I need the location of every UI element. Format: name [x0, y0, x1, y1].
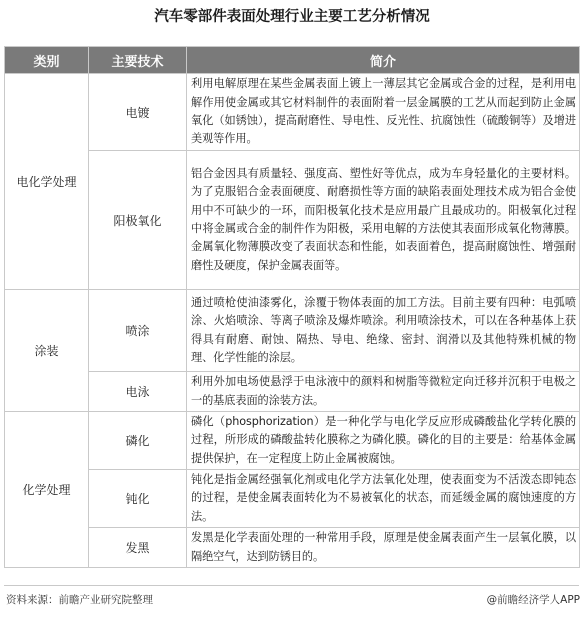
technology-cell: 电泳	[89, 372, 187, 412]
table-row	[5, 470, 580, 528]
table-row	[5, 151, 580, 290]
description-cell: 铝合金因具有质量轻、强度高、塑性好等优点，成为车身轻量化的主要材料。为了克服铝合金表面硬度、耐磨损性等方面的缺陷表面处理技术成为铝合金使用中不可缺少的一环，而阳极氧化技术是应用最广且最成功的。阳极氧化过程中将金属或合金的制件作为阳极，采用电解的方法使其表面形成氧化物薄膜。金属氧化物薄膜改变了表面状态和性能，如表面着色，提高耐腐蚀性、增强耐磨性及硬度，保护金属表面等。	[187, 151, 580, 290]
footer	[4, 591, 580, 609]
description-cell: 磷化（phosphorization）是一种化学与电化学反应形成磷酸盐化学转化膜的过程，所形成的磷酸盐转化膜称之为磷化膜。磷化的目的主要是：给基体金属提供保护，在一定程度上防止金属被腐蚀。	[187, 412, 580, 470]
footer-divider	[4, 585, 579, 586]
category-cell: 化学处理	[5, 412, 89, 568]
table-row	[5, 372, 580, 412]
category-cell: 涂装	[5, 290, 89, 412]
technology-cell: 电镀	[89, 74, 187, 151]
table-row	[5, 74, 580, 151]
description-cell: 通过喷枪使油漆雾化，涂覆于物体表面的加工方法。目前主要有四种：电弧喷涂、火焰喷涂、等离子喷涂及爆炸喷涂。利用喷涂技术，可以在各种基体上获得具有耐磨、耐蚀、隔热、导电、绝缘、密封、润滑以及其他特殊机械的物理、化学性能的涂层。	[187, 290, 580, 372]
description-cell: 钝化是指金属经强氧化剂或电化学方法氧化处理，使表面变为不活泼态即钝态的过程，是使金属表面转化为不易被氧化的状态，而延缓金属的腐蚀速度的方法。	[187, 470, 580, 528]
header-technology: 主要技术	[89, 47, 187, 74]
technology-cell: 磷化	[89, 412, 187, 470]
table-row	[5, 528, 580, 568]
technology-cell: 发黑	[89, 528, 187, 568]
source-note: 资料来源：前瞻产业研究院整理	[6, 594, 153, 606]
table-header-row	[5, 47, 580, 74]
description-cell: 发黑是化学表面处理的一种常用手段，原理是使金属表面产生一层氧化膜，以隔绝空气，达到防锈目的。	[187, 528, 580, 568]
description-cell: 利用电解原理在某些金属表面上镀上一薄层其它金属或合金的过程，是利用电解作用使金属或其它材料制件的表面附着一层金属膜的工艺从而起到防止金属氧化（如锈蚀），提高耐磨性、导电性、反光性、抗腐蚀性（硫酸铜等）及增进美观等作用。	[187, 74, 580, 151]
header-description: 简介	[187, 47, 580, 74]
technology-cell: 阳极氧化	[89, 151, 187, 290]
header-category: 类别	[5, 47, 89, 74]
process-table	[4, 46, 580, 568]
table-row	[5, 290, 580, 372]
table-row	[5, 412, 580, 470]
brand-credit: @前瞻经济学人APP	[486, 594, 580, 606]
description-cell: 利用外加电场使悬浮于电泳液中的颜料和树脂等微粒定向迁移并沉积于电极之一的基底表面的涂装方法。	[187, 372, 580, 412]
technology-cell: 喷涂	[89, 290, 187, 372]
technology-cell: 钝化	[89, 470, 187, 528]
page-title: 汽车零部件表面处理行业主要工艺分析情况	[154, 9, 430, 25]
category-cell: 电化学处理	[5, 74, 89, 290]
